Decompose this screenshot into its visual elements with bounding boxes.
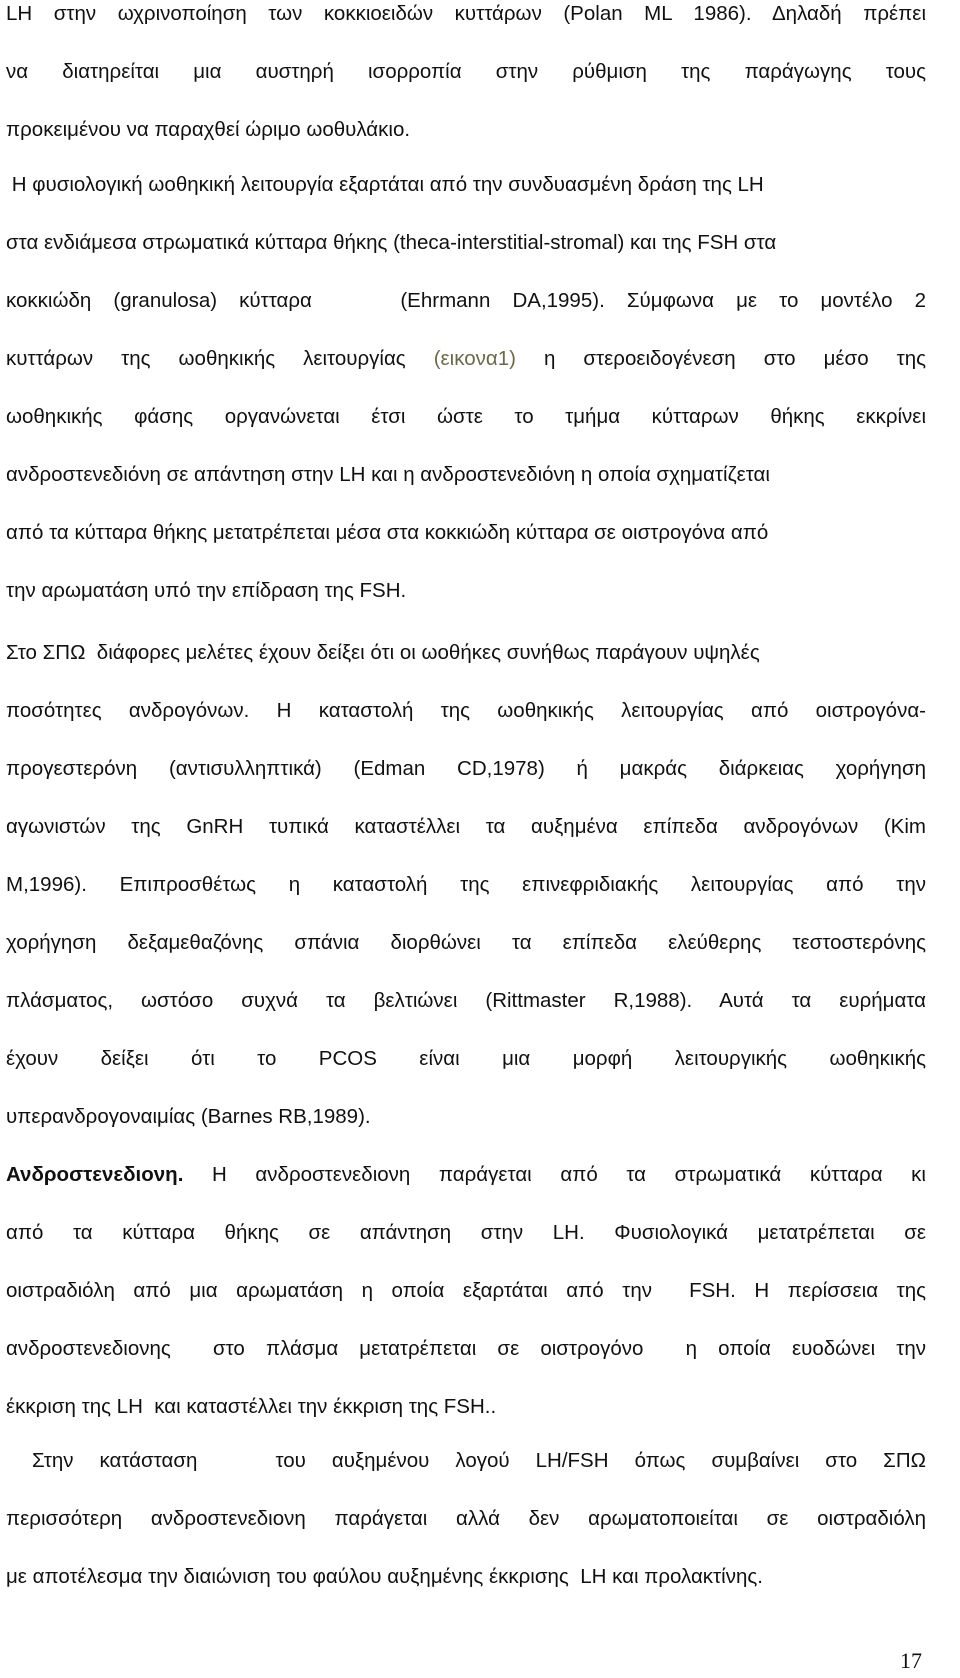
- text-line: από τα κύτταρα θήκης σε απάντηση στην LH. Φυσιολογικά μετατρέπεται σε: [6, 1221, 926, 1244]
- text-segment: η στεροειδογένεση στο μέσο της: [515, 347, 926, 370]
- text-line: υπερανδρογοναιμίας (Barnes RB,1989).: [6, 1105, 371, 1128]
- text-line: έχουν δείξει ότι το PCOS είναι μια μορφή λειτουργικής ωοθηκικής: [6, 1047, 926, 1070]
- text-line: προγεστερόνη (αντισυλληπτικά) (Edman CD,1978) ή μακράς διάρκειας χορήγηση: [6, 757, 926, 780]
- paragraph-2: [6, 156, 926, 620]
- text-line: από τα κύτταρα θήκης μετατρέπεται μέσα στα κοκκιώδη κύτταρα σε οιστρογόνα από: [6, 521, 769, 544]
- text-line: Η φυσιολογική ωοθηκική λειτουργία εξαρτάται από την συνδυασμένη δράση της LH: [6, 173, 764, 196]
- text-line: με αποτέλεσμα την διαιώνιση του φαύλου αυξημένης έκκρισης LH και προλακτίνης.: [6, 1565, 763, 1588]
- text-line: M,1996). Επιπροσθέτως η καταστολή της επινεφριδιακής λειτουργίας από την: [6, 873, 926, 896]
- paragraph-4: [6, 1146, 926, 1436]
- text-line: ανδροστενεδιόνη σε απάντηση στην LH και η ανδροστενεδιόνη η οποία σχηματίζεται: [6, 463, 770, 486]
- text-segment: Η ανδροστενεδιονη παράγεται από τα στρωματικά κύτταρα κι: [183, 1163, 926, 1186]
- text-line: την αρωματάση υπό την επίδραση της FSH.: [6, 579, 407, 602]
- text-line: [6, 1146, 926, 1204]
- text-line: Στο ΣΠΩ διάφορες μελέτες έχουν δείξει ότι οι ωοθήκες συνήθως παράγουν υψηλές: [6, 641, 760, 664]
- section-heading: Ανδροστενεδιονη.: [6, 1163, 184, 1186]
- paragraph-5: [6, 1432, 926, 1606]
- text-line: LH στην ωχρινοποίηση των κοκκιοειδών κυττάρων (Polan ML 1986). Δηλαδή πρέπει: [6, 2, 926, 25]
- text-line: Στην κατάσταση του αυξημένου λογού LH/FSH όπως συμβαίνει στο ΣΠΩ: [6, 1449, 926, 1472]
- text-line: [6, 330, 926, 388]
- text-line: στα ενδιάμεσα στρωματικά κύτταρα θήκης (theca-interstitial-stromal) και της FSH στα: [6, 231, 777, 254]
- text-segment: κυττάρων της ωοθηκικής λειτουργίας: [6, 347, 434, 370]
- paragraph-1: [6, 0, 926, 159]
- text-line: περισσότερη ανδροστενεδιονη παράγεται αλλά δεν αρωματοποιείται σε οιστραδιόλη: [6, 1507, 926, 1530]
- page-number: 17: [900, 1648, 922, 1673]
- text-line: πλάσματος, ωστόσο συχνά τα βελτιώνει (Rittmaster R,1988). Αυτά τα ευρήματα: [6, 989, 926, 1012]
- text-line: ωοθηκικής φάσης οργανώνεται έτσι ώστε το τμήμα κύτταρων θήκης εκκρίνει: [6, 405, 926, 428]
- figure-reference-link[interactable]: (εικονα1): [433, 347, 516, 370]
- paragraph-3: [6, 624, 926, 1146]
- text-line: ανδροστενεδιονης στο πλάσμα μετατρέπεται σε οιστρογόνο η οποία ευοδώνει την: [6, 1337, 926, 1360]
- text-line: έκκριση της LH και καταστέλλει την έκκριση της FSH..: [6, 1395, 497, 1418]
- text-line: αγωνιστών της GnRH τυπικά καταστέλλει τα αυξημένα επίπεδα ανδρογόνων (Kim: [6, 815, 926, 838]
- text-line: κοκκιώδη (granulosa) κύτταρα (Ehrmann DA,1995). Σύμφωνα με το μοντέλο 2: [6, 289, 926, 312]
- text-line: χορήγηση δεξαμεθαζόνης σπάνια διορθώνει τα επίπεδα ελεύθερης τεστοστερόνης: [6, 931, 926, 954]
- text-line: οιστραδιόλη από μια αρωματάση η οποία εξαρτάται από την FSH. Η περίσσεια της: [6, 1279, 926, 1302]
- text-line: ποσότητες ανδρογόνων. Η καταστολή της ωοθηκικής λειτουργίας από οιστρογόνα-: [6, 699, 926, 722]
- text-line: να διατηρείται μια αυστηρή ισορροπία στην ρύθμιση της παράγωγης τους: [6, 60, 926, 83]
- text-line: προκειμένου να παραχθεί ώριμο ωοθυλάκιο.: [6, 118, 411, 141]
